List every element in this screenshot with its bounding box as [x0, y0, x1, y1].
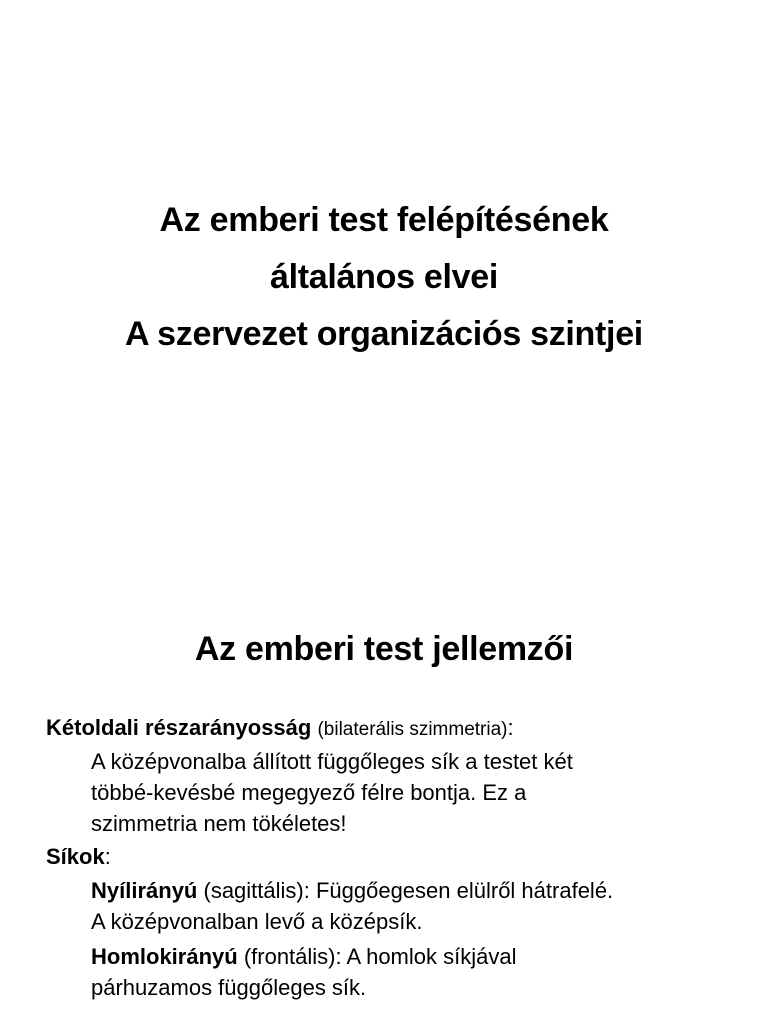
symmetry-desc-line-1: A középvonalba állított függőleges sík a testet két	[91, 749, 573, 774]
symmetry-description	[91, 746, 746, 839]
title-line-1: Az emberi test felépítésének	[159, 201, 609, 239]
sagittal-term: Nyílirányú	[91, 878, 198, 903]
slide-body-characteristics	[0, 576, 768, 1024]
symmetry-paren: (bilaterális szimmetria)	[317, 719, 508, 740]
slide-content	[46, 712, 746, 1003]
frontal-line-1	[91, 941, 746, 972]
symmetry-term: Kétoldali részarányosság	[46, 715, 312, 740]
symmetry-desc-line-3: szimmetria nem tökéletes!	[91, 811, 347, 836]
slide-title	[0, 192, 768, 363]
slide-heading: Az emberi test jellemzői	[194, 630, 574, 668]
symmetry-colon: :	[507, 715, 514, 740]
sagittal-desc: (sagittális): Függőegesen elülről hátrafelé.	[197, 878, 614, 903]
title-line-2: általános elvei	[270, 258, 498, 296]
sagittal-plane-item	[91, 875, 746, 937]
sagittal-line-2: A középvonalban levő a középsík.	[91, 909, 423, 934]
symmetry-desc-line-2: többé-kevésbé megegyező félre bontja. Ez a	[91, 780, 527, 805]
frontal-desc: (frontális): A homlok síkjával	[237, 944, 517, 969]
frontal-line-2: párhuzamos függőleges sík.	[91, 975, 367, 1000]
frontal-term: Homlokirányú	[91, 944, 238, 969]
symmetry-heading	[46, 712, 746, 746]
planes-heading	[46, 841, 746, 873]
frontal-plane-item	[91, 941, 746, 1003]
sagittal-line-1	[91, 875, 746, 906]
planes-term: Síkok	[46, 844, 105, 869]
planes-colon: :	[104, 844, 111, 869]
title-line-3: A szervezet organizációs szintjei	[125, 315, 643, 353]
